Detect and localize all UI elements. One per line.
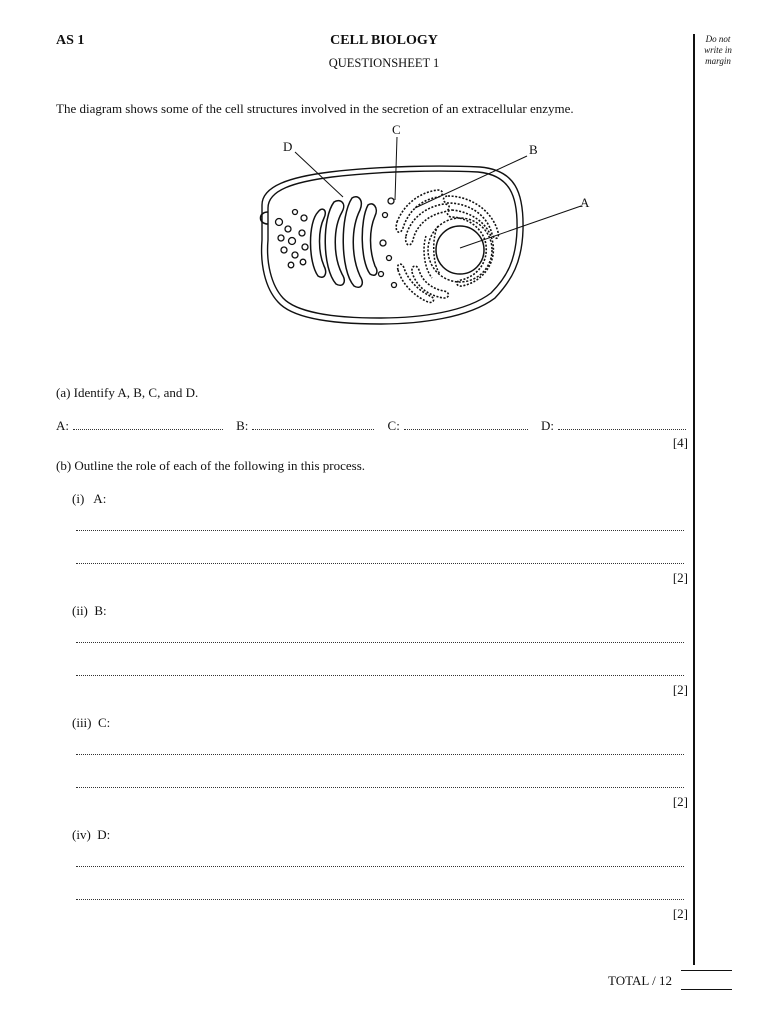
page-subtitle: QUESTIONSHEET 1 [328,56,440,70]
question-a: (a) Identify A, B, C, and D. [56,385,199,400]
answer-line[interactable] [76,530,684,531]
marks-b-iv: [2] [672,906,688,921]
leader-lines [295,137,581,248]
sub-question-iii: (iii) C: [72,715,111,730]
answer-d[interactable] [541,418,686,434]
label-b: B [529,142,538,157]
answer-label-b: B: [236,418,249,433]
secretory-vesicles [276,210,309,268]
answer-line[interactable] [76,754,684,755]
label-c: C [392,122,401,137]
answer-label-d: D: [540,418,554,433]
label-a: A [580,195,590,210]
question-b: (b) Outline the role of each of the following in this process. [56,458,366,473]
answer-c[interactable] [388,418,528,434]
answer-label-a: A: [56,418,69,433]
answer-row-a [56,418,686,434]
marks-a: [4] [672,435,688,450]
marks-b-ii: [2] [672,682,688,697]
paper-code: AS 1 [56,33,85,48]
cell-diagram [0,0,768,400]
nucleus [424,218,492,282]
answer-b[interactable] [236,418,374,434]
answer-line[interactable] [76,563,684,564]
total-rule-bottom [681,989,732,990]
answer-line[interactable] [76,787,684,788]
marks-b-iii: [2] [672,794,688,809]
answer-a[interactable] [56,418,223,434]
answer-line[interactable] [76,675,684,676]
page-title: CELL BIOLOGY [330,33,438,48]
sub-question-i: (i) A: [72,491,107,506]
intro-text: The diagram shows some of the cell structures involved in the secretion of an extracellular enzyme. [56,101,574,116]
transport-vesicles [379,198,397,288]
marks-b-i: [2] [672,570,688,585]
total-rule-top [681,970,732,971]
answer-line[interactable] [76,642,684,643]
sub-question-ii: (ii) B: [72,603,107,618]
total-label: TOTAL / 12 [608,973,672,988]
margin-note: Do not write in margin [704,34,732,66]
golgi-body [311,197,377,288]
label-d: D [283,139,293,154]
answer-line[interactable] [76,866,684,867]
sub-question-iv: (iv) D: [72,827,111,842]
answer-label-c: C: [387,418,400,433]
answer-line[interactable] [76,899,684,900]
